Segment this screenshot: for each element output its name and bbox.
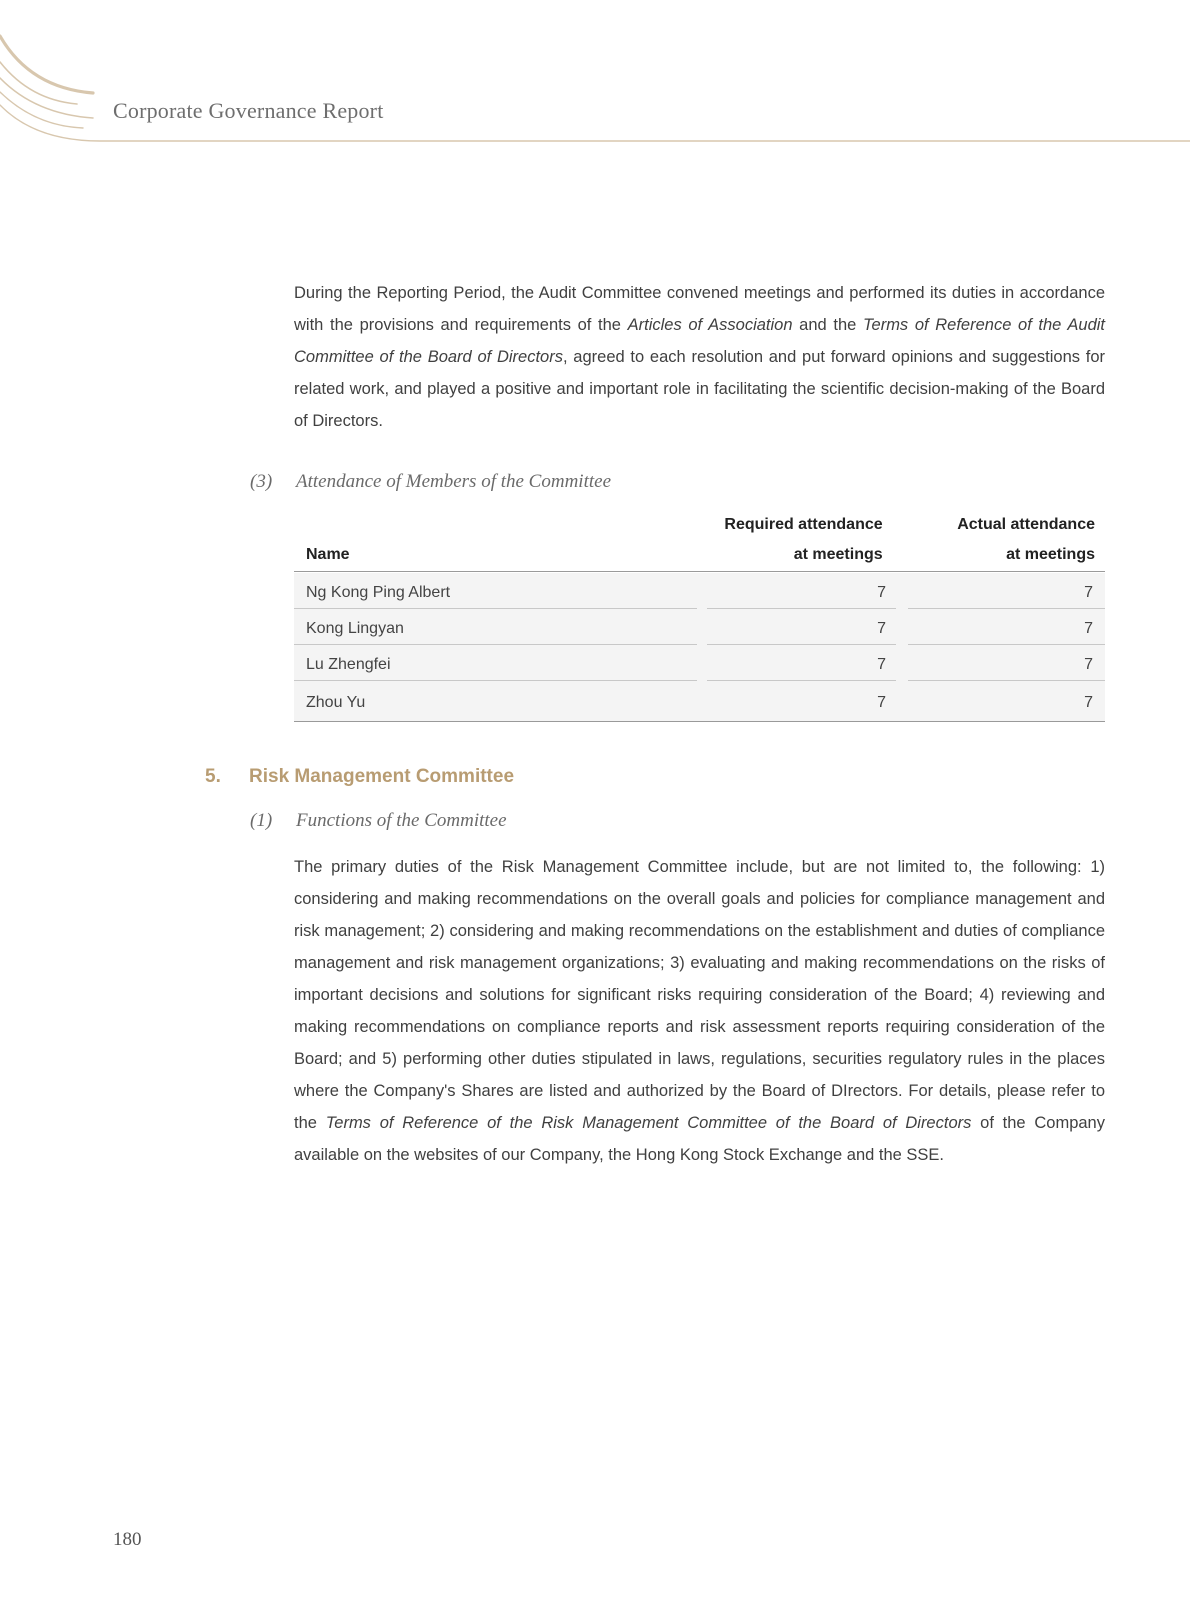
table-row [294,573,1105,609]
required-attendance: 7 [707,573,896,609]
table-row [294,683,1105,719]
paragraph-text: and the [792,316,863,334]
member-name: Lu Zhengfei [294,645,697,681]
section-number: 5. [205,766,221,787]
table-bottom-rule [294,721,1105,722]
header-arc [0,36,93,93]
table-header-rule [294,571,1105,572]
actual-attendance: 7 [908,645,1105,681]
required-attendance: 7 [707,609,896,645]
header-arc-decoration [0,0,1190,150]
column-header-actual-line1: Actual attendance [957,516,1095,533]
column-header-required-line1: Required attendance [724,516,883,533]
italic-document-title: Terms of Reference of the Audit Committee of the Board of Directors [294,316,1105,366]
column-header-actual-line2: at meetings [1006,546,1095,563]
table-row [294,645,1105,681]
actual-attendance: 7 [1084,694,1093,711]
actual-attendance: 7 [908,609,1105,645]
attendance-table-header [294,510,1105,570]
column-header-name: Name [306,546,350,563]
italic-document-title: Terms of Reference of the Risk Management Committee of the Board of Directors [325,1114,972,1132]
member-name: Kong Lingyan [294,609,697,645]
subsection-title: Functions of the Committee [296,810,507,831]
running-header-title: Corporate Governance Report [113,98,384,123]
member-name: Ng Kong Ping Albert [294,573,697,609]
column-header-required-line2: at meetings [793,546,883,563]
italic-document-title: Articles of Association [627,316,793,334]
risk-committee-functions-paragraph [294,851,1105,1171]
page-number: 180 [113,1529,142,1550]
required-attendance: 7 [877,694,886,711]
member-name: Zhou Yu [306,694,366,711]
required-attendance: 7 [707,645,896,681]
paragraph-text: The primary duties of the Risk Management Committee include, but are not limited to, the following: 1) considering and making recommendations on the overall goals and policies for compliance management and risk management; 2) considering and making recommendations on the establishment and duties of compliance management and risk management organizations; 3) evaluating and making recommendations on the risks of important decisions and solutions for significant risks requiring consideration of the Board; 4) reviewing and making recommendations on compliance reports and risk assessment reports requiring consideration of the Board; and 5) performing other duties stipulated in laws, regulations, securities regulatory rules in the places where the Company's Shares are listed and authorized by the Board of DIrectors. For details, please refer to the [294,858,1105,1132]
subsection-number: (3) [250,471,273,492]
paragraph-text: of the Company available on the websites of our Company, the Hong Kong Stock Exchange and the SSE. [294,1114,1105,1164]
subsection-title: Attendance of Members of the Committee [296,471,612,492]
paragraph-text: , agreed to each resolution and put forward opinions and suggestions for related work, and played a positive and important role in facilitating the scientific decision-making of the Board of Directors. [294,348,1106,430]
subsection-number: (1) [250,810,273,831]
table-row [294,609,1105,645]
header-arc [0,92,83,128]
paragraph-text: During the Reporting Period, the Audit Committee convened meetings and performed its duties in accordance with the provisions and requirements of the [294,284,1105,334]
header-arc [0,62,77,104]
section-title: Risk Management Committee [249,766,515,787]
audit-committee-paragraph [294,277,1105,437]
actual-attendance: 7 [908,573,1105,609]
